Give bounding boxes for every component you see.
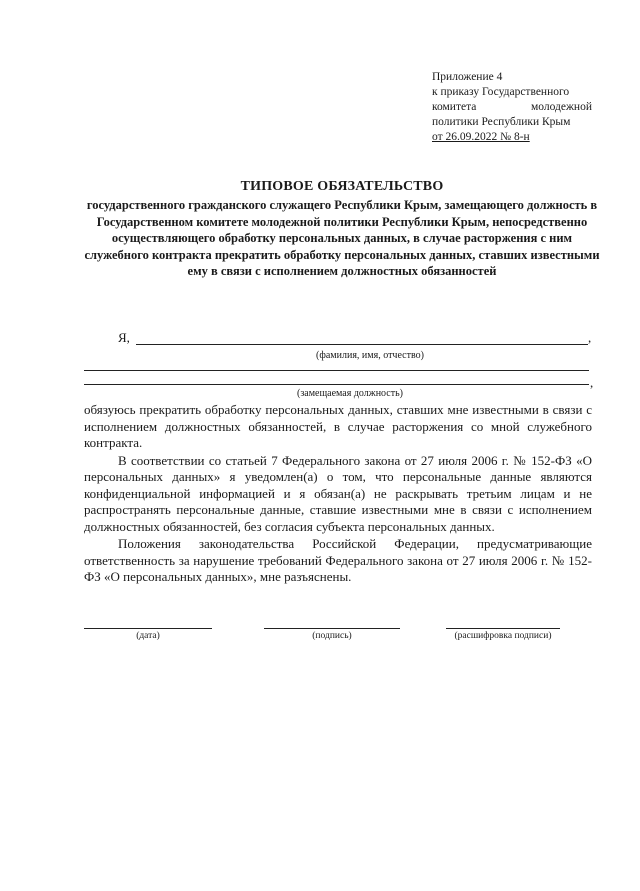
signature-sign <box>264 622 400 646</box>
body-paragraph-1: обязуюсь прекратить обработку персональных данных, ставших мне известными в связи с исполнением должностных обязанностей, в случае расторжения со мной служебного контракта. <box>84 402 592 450</box>
appendix-order-ref: от 26.09.2022 № 8-н <box>432 131 530 143</box>
position-blank-1 <box>84 370 589 371</box>
title-subtitle: государственного гражданского служащего Республики Крым, замещающего должность в Государственном комитете молодежной политики Республики Крым, непосредственно осуществляющего обработку персональных данных, в случае расторжения с ним служебного контракта прекратить обработку персональных данных, ставших известными ему в связи с исполнением должностных обязанностей <box>84 198 600 278</box>
decoding-blank <box>446 622 560 629</box>
appendix-line-3-word-1: комитета <box>432 101 477 113</box>
appendix-header <box>432 70 592 145</box>
signature-blank <box>264 622 400 629</box>
body-paragraph-3: Положения законодательства Российской Федерации, предусматривающие ответственность за нарушение требований Федерального закона от 27 июля 2006 г. № 152-ФЗ «О персональных данных», мне разъяснены. <box>84 536 592 584</box>
fio-fill-line <box>118 330 598 348</box>
position-comma: , <box>590 375 594 390</box>
appendix-line-2: к приказу Государственного <box>432 86 570 98</box>
signature-decoding <box>446 622 560 646</box>
date-caption: (дата) <box>136 631 160 641</box>
signature-date <box>84 622 212 646</box>
ya-label: Я, <box>118 330 130 345</box>
appendix-line-4: политики Республики Крым <box>432 116 571 128</box>
document-body <box>84 402 592 586</box>
signature-caption: (подпись) <box>312 631 352 641</box>
fio-caption: (фамилия, имя, отчество) <box>316 350 424 361</box>
appendix-line-3 <box>432 100 592 115</box>
position-blank-2 <box>84 384 589 385</box>
document-title <box>84 178 600 280</box>
decoding-caption: (расшифровка подписи) <box>454 631 552 641</box>
fio-comma: , <box>588 330 592 345</box>
body-paragraph-2: В соответствии со статьей 7 Федерального закона от 27 июля 2006 г. № 152-ФЗ «О персональных данных» я уведомлен(а) о том, что персональные данные являются конфиденциальной информацией и я обязан(а) не раскрывать третьим лицам и не распространять персональные данные, ставшие известными мне в связи с исполнением должностных обязанностей, без согласия субъекта персональных данных. <box>84 452 592 534</box>
title-main: ТИПОВОЕ ОБЯЗАТЕЛЬСТВО <box>240 179 444 194</box>
appendix-line-3-word-2: молодежной <box>531 101 592 113</box>
date-blank <box>84 622 212 629</box>
fio-blank <box>136 344 588 345</box>
position-caption: (замещаемая должность) <box>296 388 403 399</box>
appendix-line-1: Приложение 4 <box>432 71 503 83</box>
